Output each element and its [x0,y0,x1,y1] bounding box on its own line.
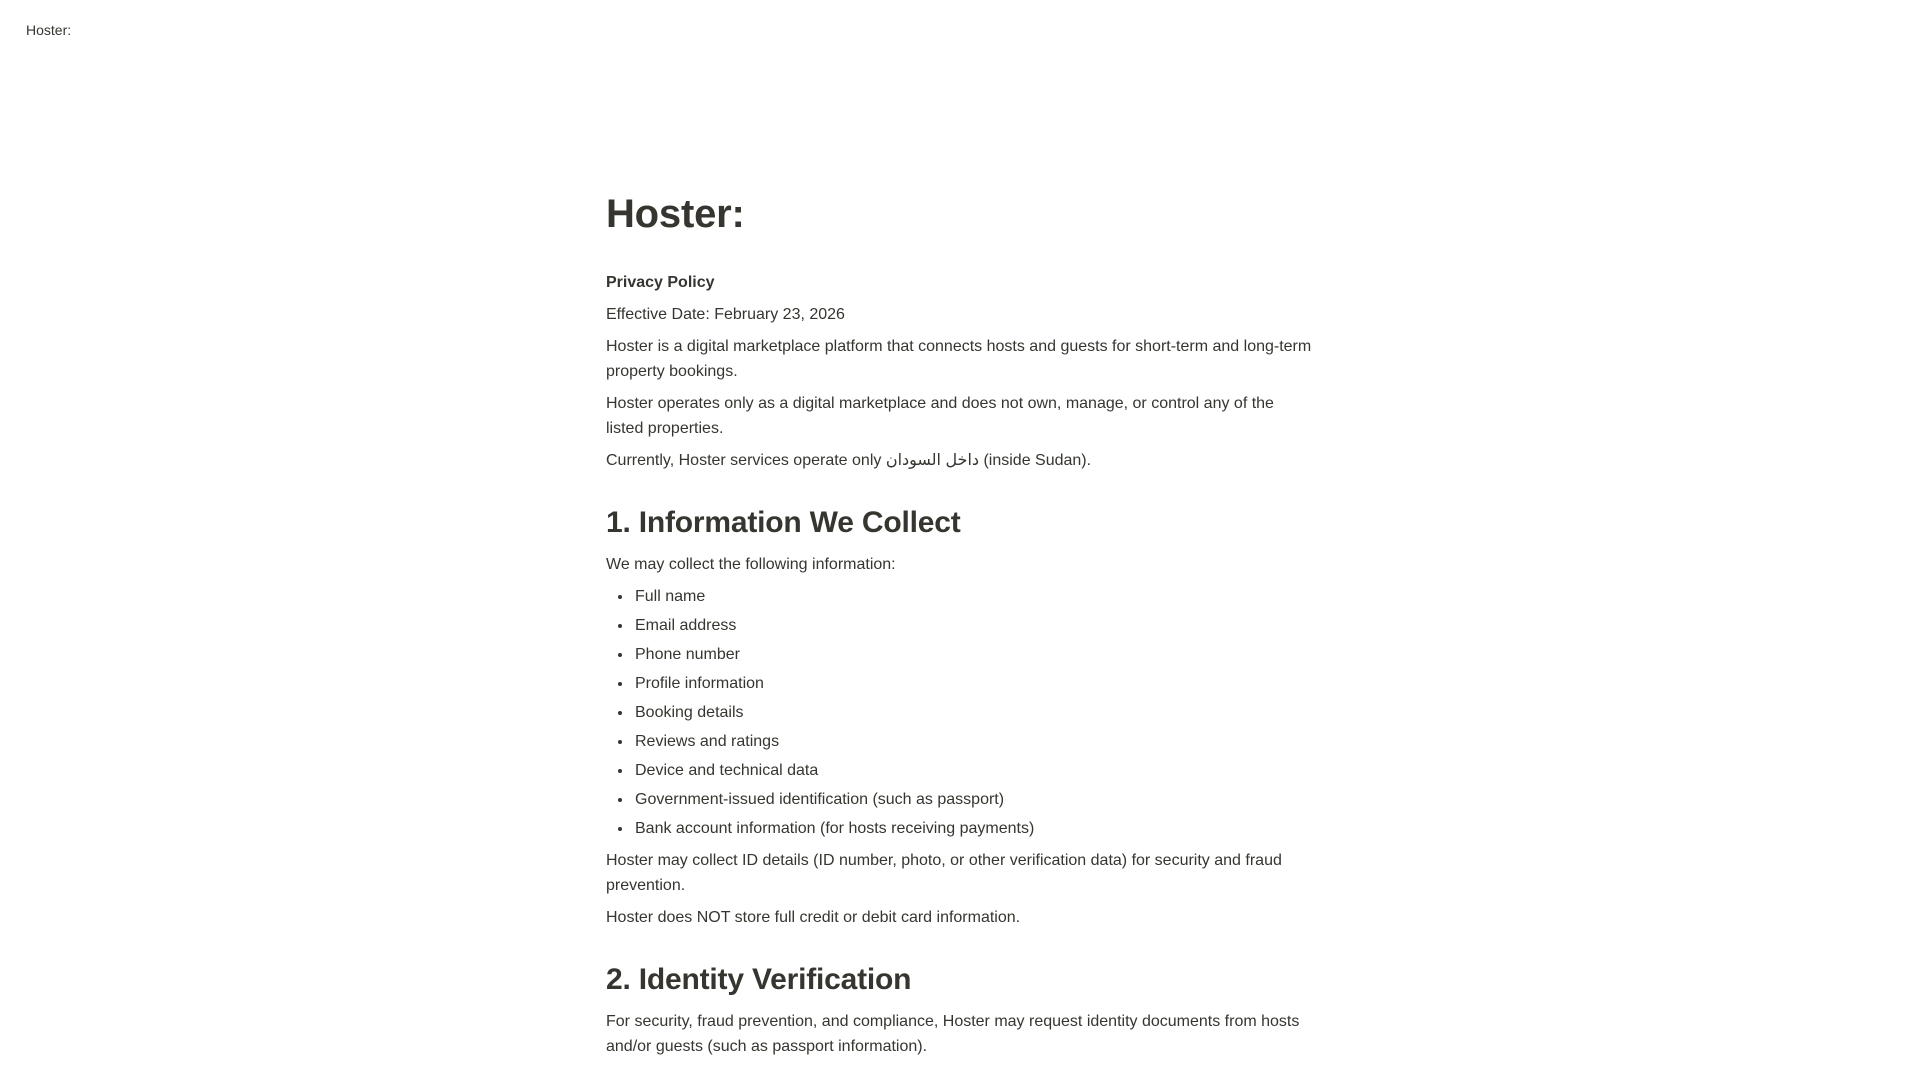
intro-paragraph: Hoster is a digital marketplace platform that connects hosts and guests for short-term and long-term property bookings. [606,338,1312,380]
intro-paragraph: Currently, Hoster services operate only داخل السودان (inside Sudan). [606,452,1092,469]
list-item: • Profile information [633,671,1314,696]
section-heading-identity-verification: 2. Identity Verification [606,963,912,996]
section-heading-information-we-collect: 1. Information We Collect [606,506,961,539]
list-item: • Full name [633,584,1314,609]
list-item: • Reviews and ratings [633,729,1314,754]
section-lead: For security, fraud prevention, and compliance, Hoster may request identity documents from hosts and/or guests (such as passport information). [606,1013,1300,1055]
list-item: • Bank account information (for hosts receiving payments) [633,816,1314,841]
list-item: • Booking details [633,700,1314,725]
section-lead: We may collect the following information: [606,556,896,573]
top-bar [0,0,1920,56]
list-item: • Email address [633,613,1314,638]
effective-date: Effective Date: February 23, 2026 [606,306,845,323]
section-paragraph: Hoster does NOT store full credit or debit card information. [606,909,1021,926]
breadcrumb[interactable]: Hoster: [26,22,72,38]
intro-paragraph: Hoster operates only as a digital marketplace and does not own, manage, or control any of the listed properties. [606,395,1274,437]
page-title: Hoster: [606,192,745,236]
document-body [606,0,1314,1059]
policy-heading: Privacy Policy [606,274,715,291]
collected-info-list [606,584,1314,841]
list-item: • Government-issued identification (such as passport) [633,787,1314,812]
list-item: • Device and technical data [633,758,1314,783]
section-paragraph: Hoster may collect ID details (ID number, photo, or other verification data) for security and fraud prevention. [606,852,1282,894]
list-item: • Phone number [633,642,1314,667]
